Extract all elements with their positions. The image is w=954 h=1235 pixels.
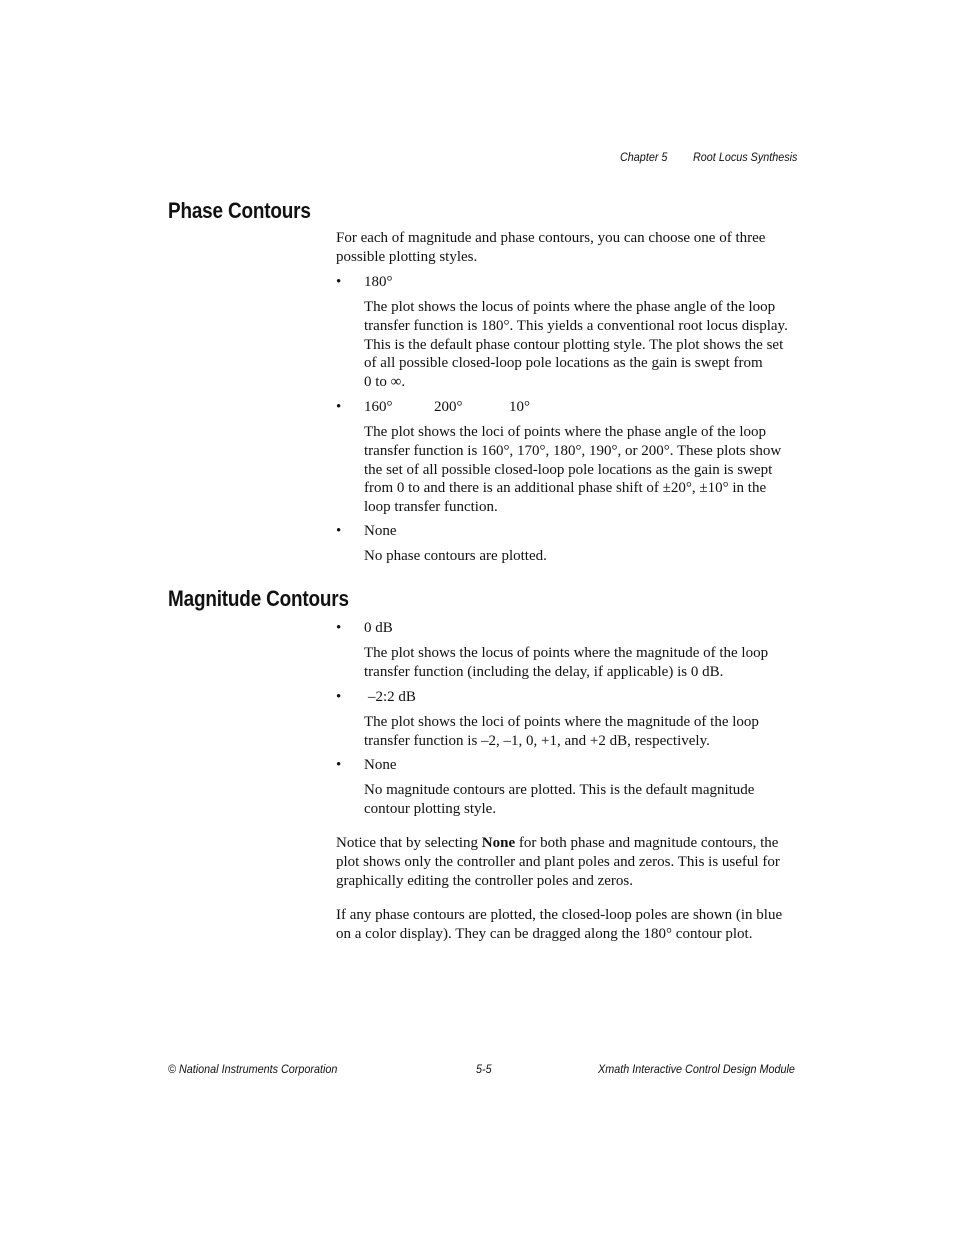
bullet-marker: • <box>336 523 342 539</box>
description-line: contour plotting style. <box>364 800 497 817</box>
running-header-title: Root Locus Synthesis <box>693 150 798 164</box>
description-line: The plot shows the locus of points where the phase angle of the loop <box>364 299 776 315</box>
bullet-marker: • <box>336 274 342 290</box>
description-line: transfer function is 180°. This yields a conventional root locus display. <box>364 317 788 334</box>
description-line: from 0 to and there is an additional phase shift of ±20°, ±10° in the <box>364 480 767 497</box>
phase-option-180-description <box>364 298 804 392</box>
description-line: transfer function is –2, –1, 0, +1, and +2 dB, respectively. <box>364 732 710 749</box>
bullet-marker: • <box>336 689 342 705</box>
description-line: The plot shows the locus of points where the magnitude of the loop <box>364 645 769 661</box>
closing-paragraph <box>336 906 804 944</box>
notice-line-1 <box>336 834 804 853</box>
footer-page-number: 5-5 <box>476 1062 492 1076</box>
description-line: loop transfer function. <box>364 499 498 516</box>
description-line: No phase contours are plotted. <box>364 548 547 564</box>
magnitude-option-none-label: None <box>364 757 397 773</box>
description-line: transfer function is 160°, 170°, 180°, 190°, or 200°. These plots show <box>364 442 782 459</box>
range-start-label: 160° <box>364 399 393 415</box>
description-line: The plot shows the loci of points where the phase angle of the loop <box>364 424 766 440</box>
description-line: transfer function (including the delay, if applicable) is 0 dB. <box>364 663 724 680</box>
description-line: This is the default phase contour plotting style. The plot shows the set <box>364 336 784 353</box>
magnitude-option-range-description <box>364 713 804 751</box>
magnitude-option-none-description <box>364 781 804 819</box>
running-header-chapter: Chapter 5 <box>620 150 668 164</box>
bullet-marker: • <box>336 620 342 636</box>
notice-line-3: graphically editing the controller poles and zeros. <box>336 872 633 889</box>
magnitude-option-range-label: –2:2 dB <box>368 689 416 705</box>
notice-text-post: for both phase and magnitude contours, the <box>515 835 779 851</box>
phase-option-180-label: 180° <box>364 274 393 290</box>
notice-none-emphasis: None <box>481 835 516 851</box>
phase-option-none-description <box>364 547 804 566</box>
phase-intro-line-1: For each of magnitude and phase contours, you can choose one of three <box>336 230 766 246</box>
magnitude-option-0db-description <box>364 644 804 682</box>
closing-line-2: on a color display). They can be dragged along the 180° contour plot. <box>336 925 753 942</box>
footer-product-title: Xmath Interactive Control Design Module <box>598 1062 795 1076</box>
range-end-label: 200° <box>434 399 463 415</box>
notice-paragraph <box>336 834 804 890</box>
magnitude-option-0db-label: 0 dB <box>364 620 393 636</box>
magnitude-contours-heading: Magnitude Contours <box>168 586 349 611</box>
phase-contours-heading: Phase Contours <box>168 198 311 223</box>
phase-option-range-description <box>364 423 804 517</box>
bullet-marker: • <box>336 399 342 415</box>
description-line: The plot shows the loci of points where the magnitude of the loop <box>364 714 759 730</box>
description-line: of all possible closed-loop pole locations as the gain is swept from <box>364 355 763 372</box>
notice-text-pre: Notice that by selecting <box>336 835 482 851</box>
bullet-marker: • <box>336 757 342 773</box>
phase-intro-line-2: possible plotting styles. <box>336 248 478 265</box>
phase-intro <box>336 229 804 267</box>
notice-line-2: plot shows only the controller and plant poles and zeros. This is useful for <box>336 853 780 870</box>
phase-option-range-label <box>364 398 530 417</box>
description-line: 0 to ∞. <box>364 374 406 391</box>
footer-copyright: © National Instruments Corporation <box>168 1062 338 1076</box>
description-line: No magnitude contours are plotted. This is the default magnitude <box>364 782 755 798</box>
description-line: the set of all possible closed-loop pole locations as the gain is swept <box>364 461 773 478</box>
phase-option-none-label: None <box>364 523 397 539</box>
range-step-label: 10° <box>509 399 530 415</box>
closing-line-1: If any phase contours are plotted, the closed-loop poles are shown (in blue <box>336 907 783 923</box>
